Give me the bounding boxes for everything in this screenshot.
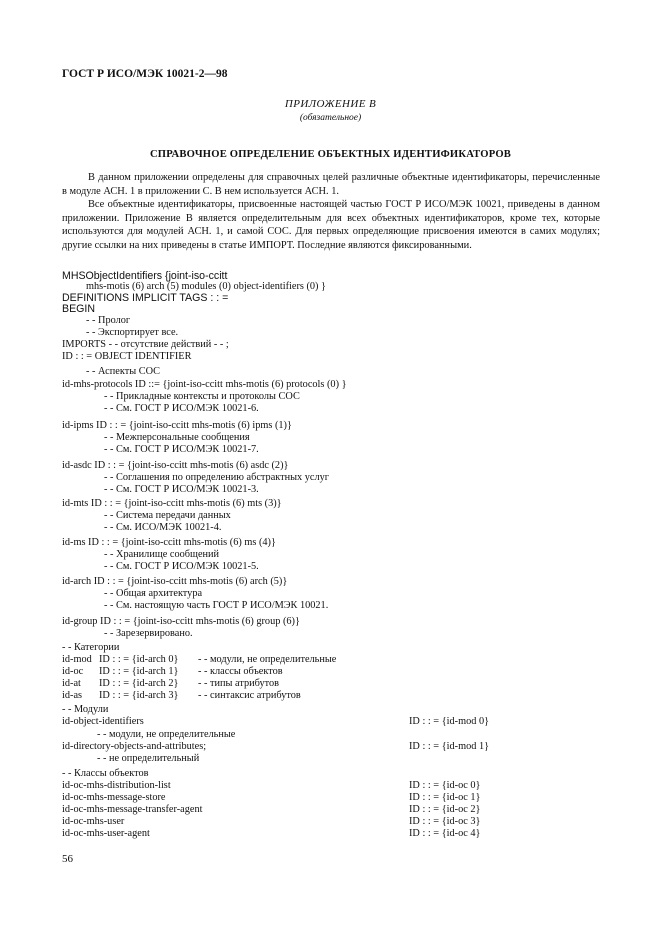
oid-comment: - - Прикладные контексты и протоколы СОС: [104, 391, 300, 402]
category-definition: ID : : = {id-arch 3}: [99, 690, 179, 701]
oid-comment: - - См. ГОСТ Р ИСО/МЭК 10021-7.: [104, 444, 259, 455]
oid-definition: id-asdc ID : : = {joint-iso-ccitt mhs-motis (6) asdc (2)}: [62, 460, 289, 471]
category-comment: - - типы атрибутов: [198, 678, 279, 689]
id-type-line: ID : : = OBJECT IDENTIFIER: [62, 351, 192, 362]
module-oid-value: ID : : = {id-mod 0}: [409, 716, 490, 727]
object-class-value: ID : : = {id-oc 1}: [409, 792, 481, 803]
object-class-name: id-oc-mhs-user: [62, 816, 125, 827]
exports-comment: - - Экспортирует все.: [86, 327, 179, 338]
imports-line: IMPORTS - - отсутствие действий - - ;: [62, 339, 229, 350]
category-comment: - - классы объектов: [198, 666, 283, 677]
module-oid-name: id-object-identifiers: [62, 716, 144, 727]
oid-comment: - - Соглашения по определению абстрактных услуг: [104, 472, 330, 483]
oid-definition: id-mts ID : : = {joint-iso-ccitt mhs-motis (6) mts (3)}: [62, 498, 282, 509]
object-class-value: ID : : = {id-oc 4}: [409, 828, 481, 839]
oid-comment: - - Зарезервировано.: [104, 628, 193, 639]
intro-paragraph-1-text: В данном приложении определены для справочных целей различные объектные идентификаторы, перечисленные в модуле АСН. 1 в приложении С. В нем используется АСН. 1.: [62, 172, 600, 197]
category-comment: - - модули, не определительные: [198, 654, 337, 665]
oid-definition: id-arch ID : : = {joint-iso-ccitt mhs-motis (6) arch (5)}: [62, 576, 288, 587]
categories-comment: - - Категории: [62, 642, 120, 653]
oid-definition: id-ms ID : : = {joint-iso-ccitt mhs-motis (6) ms (4)}: [62, 537, 276, 548]
category-name: id-mod: [62, 654, 92, 665]
oid-comment: - - См. ГОСТ Р ИСО/МЭК 10021-5.: [104, 561, 259, 572]
object-class-name: id-oc-mhs-distribution-list: [62, 780, 171, 791]
appendix-status: (обязательное): [299, 113, 362, 123]
category-name: id-oc: [62, 666, 84, 677]
module-oid-note: - - не определительный: [97, 753, 200, 764]
oid-definition: id-group ID : : = {joint-iso-ccitt mhs-motis (6) group (6)}: [62, 616, 300, 627]
oid-comment: - - См. ГОСТ Р ИСО/МЭК 10021-3.: [104, 484, 259, 495]
oid-definition: id-ipms ID : : = {joint-iso-ccitt mhs-motis (6) ipms (1)}: [62, 420, 292, 431]
category-name: id-as: [62, 690, 83, 701]
aspects-comment: - - Аспекты СОС: [86, 366, 160, 377]
module-oid-name: id-directory-objects-and-attributes;: [62, 741, 207, 752]
oid-comment: - - Межперсональные сообщения: [104, 432, 250, 443]
module-oid-line: mhs-motis (6) arch (5) modules (0) object-identifiers (0) }: [86, 281, 326, 292]
standard-designation: ГОСТ Р ИСО/МЭК 10021-2—98: [62, 68, 228, 80]
page-number: 56: [62, 853, 73, 865]
definitions-line: DEFINITIONS IMPLICIT TAGS : : =: [62, 292, 229, 304]
object-class-value: ID : : = {id-oc 2}: [409, 804, 481, 815]
object-class-name: id-oc-mhs-user-agent: [62, 828, 150, 839]
category-name: id-at: [62, 678, 81, 689]
module-name-line: MHSObjectIdentifiers {joint-iso-ccitt: [62, 270, 228, 282]
intro-paragraph-2: [62, 198, 600, 253]
appendix-heading: ПРИЛОЖЕНИЕ В: [284, 98, 377, 110]
object-class-value: ID : : = {id-oc 3}: [409, 816, 481, 827]
oid-comment: - - Хранилище сообщений: [104, 549, 220, 560]
object-classes-comment: - - Классы объектов: [62, 768, 149, 779]
oid-comment: - - См. ГОСТ Р ИСО/МЭК 10021-6.: [104, 403, 259, 414]
category-definition: ID : : = {id-arch 1}: [99, 666, 179, 677]
begin-line: BEGIN: [62, 303, 95, 315]
oid-comment: - - Общая архитектура: [104, 588, 203, 599]
intro-paragraph-1: [62, 171, 600, 198]
category-definition: ID : : = {id-arch 0}: [99, 654, 179, 665]
oid-definition: id-mhs-protocols ID ::= {joint-iso-ccitt mhs-motis (6) protocols (0) }: [62, 379, 347, 390]
appendix-title: СПРАВОЧНОЕ ОПРЕДЕЛЕНИЕ ОБЪЕКТНЫХ ИДЕНТИФИКАТОРОВ: [149, 149, 512, 160]
oid-comment: - - См. ИСО/МЭК 10021-4.: [104, 522, 222, 533]
module-oid-note: - - модули, не определительные: [97, 729, 236, 740]
oid-comment: - - См. настоящую часть ГОСТ Р ИСО/МЭК 10021.: [104, 600, 329, 611]
object-class-name: id-oc-mhs-message-transfer-agent: [62, 804, 203, 815]
object-class-value: ID : : = {id-oc 0}: [409, 780, 481, 791]
modules-comment: - - Модули: [62, 704, 109, 715]
object-class-name: id-oc-mhs-message-store: [62, 792, 166, 803]
intro-paragraph-2-text: Все объектные идентификаторы, присвоенные настоящей частью ГОСТ Р ИСО/МЭК 10021, приведены в данном приложении. Приложение В является определительным для всех объектных идентификаторов, кроме тех, которые используются для модулей АСН. 1, и самой СОС. Для первых определяющие присвоения имеются в самих модулях; другие ссылки на них приведены в статье ИМПОРТ. Последние являются фиксированными.: [62, 199, 600, 252]
category-comment: - - синтаксис атрибутов: [198, 690, 301, 701]
module-oid-value: ID : : = {id-mod 1}: [409, 741, 490, 752]
prolog-comment: - - Пролог: [86, 315, 131, 326]
oid-comment: - - Система передачи данных: [104, 510, 231, 521]
category-definition: ID : : = {id-arch 2}: [99, 678, 179, 689]
